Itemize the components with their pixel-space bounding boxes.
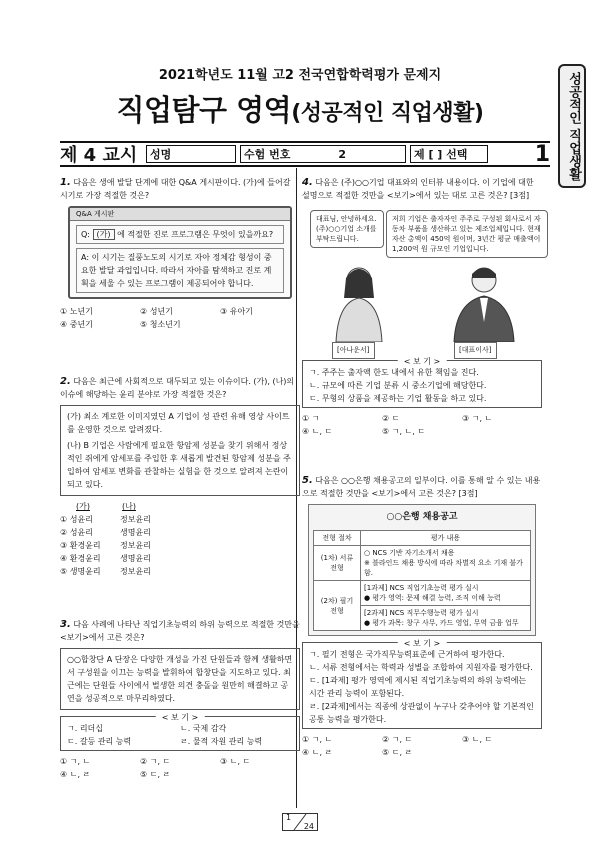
exam-number-value: 2 xyxy=(338,147,346,161)
choice-b: 생명윤리 xyxy=(120,528,151,537)
selection-field[interactable] xyxy=(410,145,488,163)
column-b-header: (나) xyxy=(122,502,136,511)
question-number: 4. xyxy=(302,177,313,188)
question-5 xyxy=(302,474,542,759)
selection-label: 제 [ ] 선택 xyxy=(414,148,468,161)
recruitment-title: ○○은행 채용공고 xyxy=(386,512,458,522)
question-text: 다음 사례에 나타난 직업기초능력의 하위 능력으로 적절한 것만을 <보기>에서 고른 것은? xyxy=(60,620,300,642)
choice-2[interactable]: ② 성년기 xyxy=(140,307,173,316)
bogi-box xyxy=(302,639,542,729)
issue-box xyxy=(60,405,300,496)
page-indicator xyxy=(282,813,318,831)
page-number-large: 1 xyxy=(534,141,550,167)
table-header-content: 평가 내용 xyxy=(361,531,531,546)
recruitment-notice xyxy=(308,504,536,636)
choice-1[interactable] xyxy=(60,513,300,526)
question-number: 2. xyxy=(60,376,71,387)
column-a-header: (가) xyxy=(76,502,90,511)
announcer-speech-bubble: 대표님, 안녕하세요. (주)○○기업 소개를 부탁드립니다. xyxy=(310,210,384,248)
subject-title xyxy=(0,88,600,129)
choice-3[interactable] xyxy=(60,539,300,552)
choice-3[interactable]: ③ ㄴ, ㄷ xyxy=(462,735,493,744)
answer-choices xyxy=(60,305,300,331)
choice-b: 생명윤리 xyxy=(120,554,151,563)
right-column xyxy=(302,176,542,763)
issue-b: (나) B 기업은 사람에게 필요한 항암제 성분을 찾기 위해서 정상적인 쥐에게 암세포를 주입한 후 새롭게 발견된 항암제 성분을 주입하여 암세포 변화를 관찰하는 실험을 한 것으로 알려져 논란이 되고 있다. xyxy=(67,441,291,489)
choice-b: 정보윤리 xyxy=(120,567,151,576)
bogi-box xyxy=(302,357,542,408)
qa-question-prefix: Q: xyxy=(81,230,90,239)
subject-sub: (성공적인 직업생활) xyxy=(291,101,484,126)
choice-4[interactable]: ④ ㄴ, ㄹ xyxy=(60,770,91,779)
answer-choices xyxy=(60,500,300,578)
choice-5[interactable]: ⑤ 청소년기 xyxy=(140,320,181,329)
question-text: 다음은 최근에 사회적으로 대두되고 있는 이슈이다. (가), (나)의 이슈에 해당하는 윤리 분야로 가장 적절한 것은? xyxy=(60,377,295,399)
choice-5[interactable] xyxy=(60,565,300,578)
name-field[interactable] xyxy=(146,145,236,163)
qa-answer: A: 이 시기는 질풍노도의 시기로 자아 정체감 형성이 중요한 발달 과업입니다. 따라서 자아를 탐색하고 진로 계획을 세울 수 있는 프로그램이 제공되어야 합니다. xyxy=(76,248,284,293)
qa-question xyxy=(76,225,284,244)
case-box: ○○합창단 A 단장은 다양한 개성을 가진 단원들과 함께 생활하면서 구성원을 이끄는 능력을 발휘하여 합창단을 지도하고 있다. 최근에는 단원들 사이에서 벌생한 의견 충돌을 원만히 해결하고 공연을 성공적으로 마무리하였다. xyxy=(60,648,300,710)
question-text: 다음은 생애 발달 단계에 대한 Q&A 게시판이다. (가)에 들어갈 시기로 가장 적절한 것은? xyxy=(60,178,291,200)
bogi-item: ㄱ. 필기 전형은 국가직무능력표준에 근거하여 평가한다. xyxy=(309,650,505,659)
answer-choices xyxy=(302,733,542,759)
exam-number-label: 수험 번호 xyxy=(244,148,291,161)
ceo-speech-bubble: 저희 기업은 출자자인 주주로 구성된 회사로서 자동차 부품을 생산하고 있는 제조업체입니다. 현재 자산 총액이 450억 원이며, 3년간 평균 매출액이 1,200억 원 규모인 기업입니다. xyxy=(386,210,548,258)
question-number: 1. xyxy=(60,177,71,188)
bogi-title: < 보 기 > xyxy=(398,637,447,650)
bogi-item: ㄷ. 무형의 상품을 제공하는 기업 활동을 하고 있다. xyxy=(309,394,487,403)
choice-2[interactable]: ② ㄱ, ㄷ xyxy=(382,735,413,744)
choice-1[interactable]: ① 노년기 xyxy=(60,307,93,316)
ceo-figure xyxy=(444,262,524,342)
choice-3[interactable]: ③ 유아기 xyxy=(220,307,253,316)
bogi-item: ㄹ. [2과제]에서는 직종에 상관없이 누구나 갖추어야 할 기본적인 공통 능력을 평가한다. xyxy=(309,702,534,724)
bogi-item: ㄴ. 국제 감각 xyxy=(180,724,227,733)
ceo-label: [대표이사] xyxy=(454,342,497,359)
bogi-title: < 보 기 > xyxy=(156,711,205,724)
choice-3[interactable]: ③ ㄱ, ㄴ xyxy=(462,414,493,423)
qa-question-blank: (가) xyxy=(93,229,115,240)
page-number: 1 xyxy=(286,813,292,822)
qa-board-titlebar xyxy=(70,208,290,221)
qa-board-title: Q&A 게시판 xyxy=(76,209,115,218)
exam-title: 2021학년도 11월 고2 전국연합학력평가 문제지 xyxy=(158,68,442,83)
stage-content: [1과제] NCS 직업기초능력 평가 실시 ● 평가 영역: 문제 해결 능력, 조직 이해 능력 xyxy=(361,581,531,606)
choice-b: 정보윤리 xyxy=(120,515,151,524)
bogi-item: ㄷ. 갈등 관리 능력 xyxy=(67,737,132,746)
exam-number-field[interactable] xyxy=(240,145,406,163)
recruitment-table xyxy=(313,530,531,631)
question-4 xyxy=(302,176,542,438)
bogi-item: ㄱ. 리더십 xyxy=(67,724,103,733)
info-row xyxy=(60,141,550,167)
choice-5[interactable]: ⑤ ㄷ, ㄹ xyxy=(140,770,171,779)
stage-content: ○ NCS 기반 자기소개서 채용 ※ 블라인드 채용 방식에 따라 차별적 요소 기재 불가함. xyxy=(361,546,531,581)
choice-a: ⑤ 생명윤리 xyxy=(60,567,101,576)
table-row xyxy=(314,546,531,581)
stage-content: [2과제] NCS 직무수행능력 평가 실시 ● 평가 과목: 창구 사무, 카드 영업, 무역 금융 업무 xyxy=(361,606,531,631)
bogi-item: ㄴ. 서류 전형에서는 학력과 성별을 조합하여 지원자를 평가한다. xyxy=(309,663,533,672)
question-2 xyxy=(60,375,300,578)
choice-4[interactable] xyxy=(60,552,300,565)
choice-5[interactable]: ⑤ ㄷ, ㄹ xyxy=(382,748,413,757)
name-label: 성명 xyxy=(150,148,172,161)
choice-2[interactable] xyxy=(60,526,300,539)
period-label: 제 4 교시 xyxy=(60,145,138,166)
choice-4[interactable]: ④ 중년기 xyxy=(60,320,93,329)
choice-b: 정보윤리 xyxy=(120,541,151,550)
question-number: 5. xyxy=(302,475,313,486)
choice-4[interactable]: ④ ㄴ, ㄹ xyxy=(302,748,333,757)
qa-question-text: 에 적절한 진로 프로그램은 무엇이 있을까요? xyxy=(117,230,274,239)
choice-1[interactable]: ① ㄱ, ㄴ xyxy=(302,735,333,744)
bogi-box xyxy=(60,713,300,751)
table-header-stage: 전형 절차 xyxy=(314,531,361,546)
choice-a: ② 성윤리 xyxy=(60,528,93,537)
page-total: 24 xyxy=(303,822,314,831)
announcer-label: [아나운서] xyxy=(332,342,375,359)
stage-name: (1차) 서류 전형 xyxy=(314,546,361,581)
choice-a: ④ 환경윤리 xyxy=(60,554,101,563)
bogi-title: < 보 기 > xyxy=(398,355,447,368)
bogi-item: ㄴ. 규모에 따른 기업 분류 시 중소기업에 해당한다. xyxy=(309,381,487,390)
stage-name: (2차) 필기 전형 xyxy=(314,581,361,631)
bogi-item: ㄷ. [1과제] 평가 영역에 제시된 직업기초능력의 하위 능력에는 시간 관리 능력이 포함된다. xyxy=(309,676,527,698)
choice-a: ① 성윤리 xyxy=(60,515,93,524)
question-3 xyxy=(60,618,300,781)
side-subject-tab: 성공적인 직업생활 xyxy=(558,64,586,188)
qa-board-window xyxy=(68,206,292,299)
left-column xyxy=(60,176,300,785)
table-row xyxy=(314,581,531,606)
choice-4[interactable]: ④ ㄴ, ㄷ xyxy=(302,427,333,436)
answer-choices xyxy=(302,412,542,438)
choice-a: ③ 환경윤리 xyxy=(60,541,101,550)
bogi-item: ㄱ. 주주는 출자액 한도 내에서 유한 책임을 진다. xyxy=(309,368,479,377)
answer-choices xyxy=(60,755,300,781)
choice-1[interactable]: ① ㄱ, ㄴ xyxy=(60,757,91,766)
choice-3[interactable]: ③ ㄴ, ㄷ xyxy=(220,757,251,766)
choice-2[interactable]: ② ㄷ xyxy=(382,414,400,423)
question-number: 3. xyxy=(60,619,71,630)
announcer-figure xyxy=(324,262,394,342)
subject-main: 직업탐구 영역 xyxy=(116,93,292,127)
interview-illustration xyxy=(302,206,542,354)
question-text: 다음은 ○○은행 채용공고의 일부이다. 이를 통해 알 수 있는 내용으로 적절한 것만을 <보기>에서 고른 것은? [3점] xyxy=(302,476,541,498)
choice-1[interactable]: ① ㄱ xyxy=(302,414,320,423)
issue-a: (가) 최소 계로한 이미지였던 A 기업이 성 관련 유해 영상 사이트를 운영한 것으로 알려졌다. xyxy=(67,412,290,434)
choice-5[interactable]: ⑤ ㄱ, ㄴ, ㄷ xyxy=(382,427,426,436)
question-text: 다음은 (주)○○기업 대표와의 인터뷰 내용이다. 이 기업에 대한 설명으로 적절한 것만을 <보기>에서 있는 대로 고른 것은? [3점] xyxy=(302,178,534,200)
choice-2[interactable]: ② ㄱ, ㄷ xyxy=(140,757,171,766)
bogi-item: ㄹ. 물적 자원 관리 능력 xyxy=(180,737,263,746)
question-1 xyxy=(60,176,300,331)
